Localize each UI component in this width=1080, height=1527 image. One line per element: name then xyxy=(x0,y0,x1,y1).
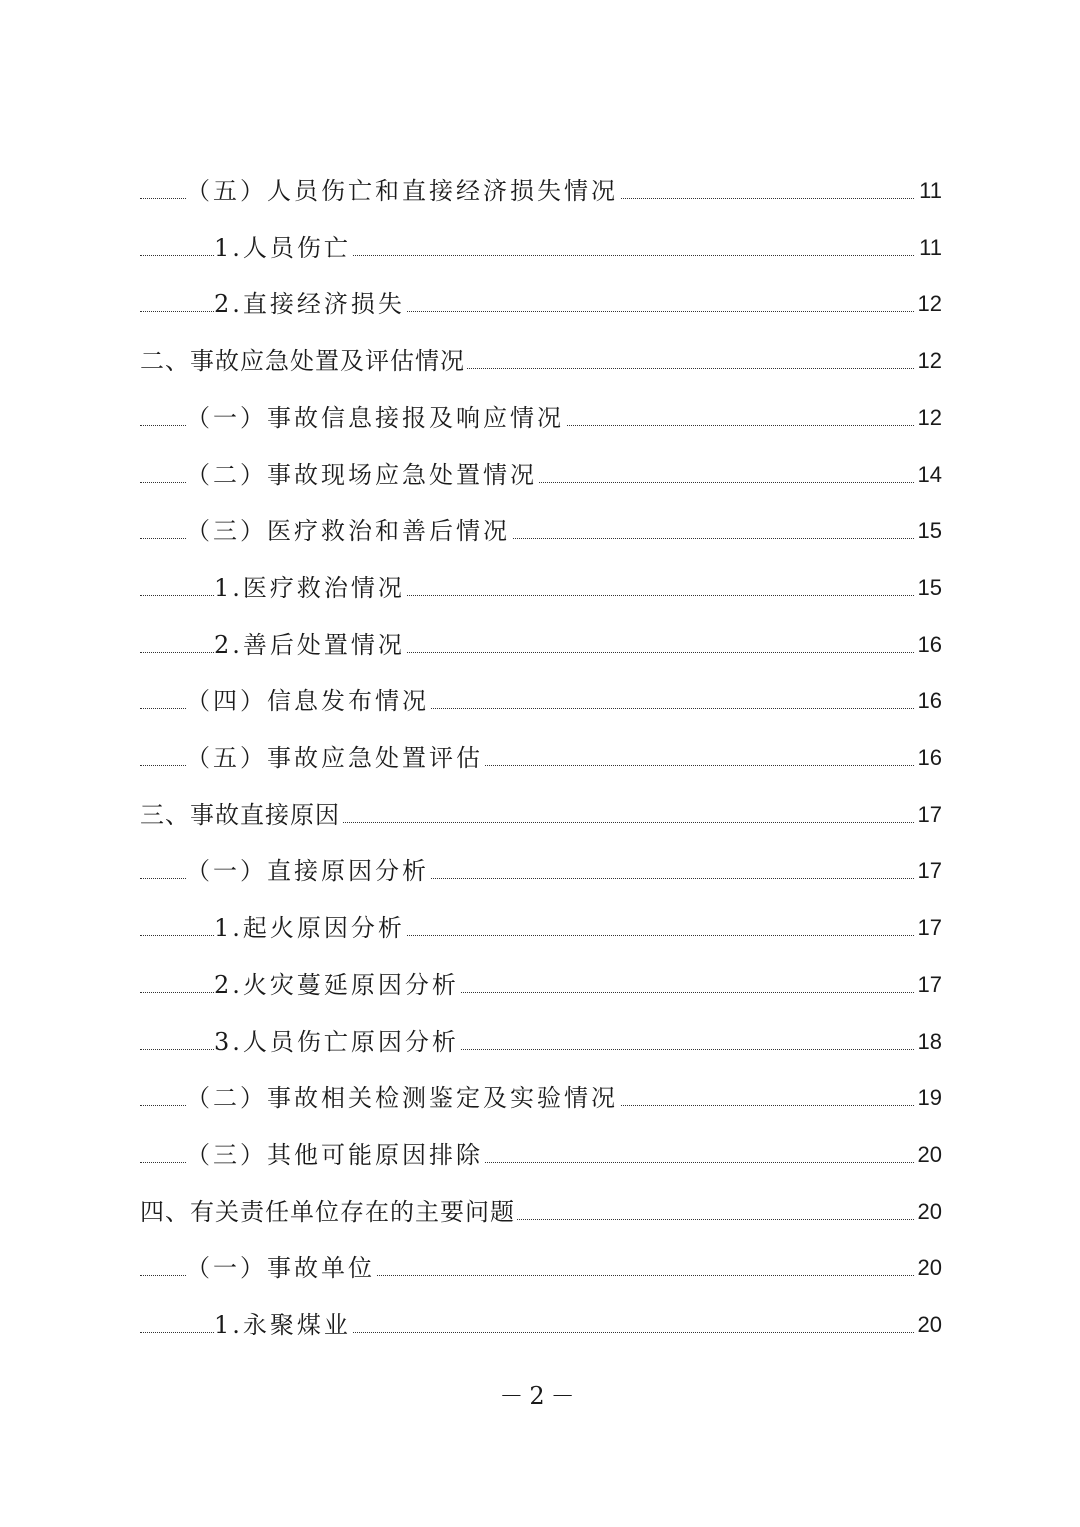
toc-entry[interactable] xyxy=(0,625,1080,665)
toc-entry-title: （二）事故现场应急处置情况 xyxy=(186,455,539,495)
toc-entry-page-number: 11 xyxy=(915,171,942,211)
toc-entry-page-number: 15 xyxy=(914,511,942,551)
toc-entry-title: （一）直接原因分析 xyxy=(186,851,431,891)
toc-entry-page-number: 12 xyxy=(914,398,942,438)
toc-entry-title: （一）事故信息接报及响应情况 xyxy=(186,398,566,438)
toc-entry[interactable] xyxy=(0,511,1080,551)
toc-entry-title: （五）事故应急处置评估 xyxy=(186,738,485,778)
toc-entry[interactable] xyxy=(0,1248,1080,1288)
toc-entry-page-number: 14 xyxy=(914,455,942,495)
toc-entry-title: 三、事故直接原因 xyxy=(140,795,342,835)
toc-entry-page-number: 12 xyxy=(914,341,942,381)
toc-entry-page-number: 11 xyxy=(915,228,942,268)
toc-entry[interactable] xyxy=(0,908,1080,948)
toc-entry-title: （五）人员伤亡和直接经济损失情况 xyxy=(186,171,620,211)
toc-entry[interactable] xyxy=(0,795,1080,835)
toc-entry-title: 2.直接经济损失 xyxy=(214,284,407,324)
toc-entry-page-number: 15 xyxy=(914,568,942,608)
toc-entry-title: 3.人员伤亡原因分析 xyxy=(214,1022,461,1062)
toc-entry[interactable] xyxy=(0,965,1080,1005)
toc-entry-page-number: 20 xyxy=(914,1135,942,1175)
toc-entry-page-number: 17 xyxy=(914,965,942,1005)
toc-entry[interactable] xyxy=(0,171,1080,211)
toc-entry-page-number: 17 xyxy=(914,908,942,948)
toc-entry-page-number: 19 xyxy=(914,1078,942,1118)
toc-entry[interactable] xyxy=(0,341,1080,381)
toc-entry[interactable] xyxy=(0,284,1080,324)
toc-entry-page-number: 17 xyxy=(914,851,942,891)
toc-entry-title: 四、有关责任单位存在的主要问题 xyxy=(140,1192,517,1232)
toc-entry-title: 1.起火原因分析 xyxy=(214,908,407,948)
toc-entry[interactable] xyxy=(0,738,1080,778)
toc-entry[interactable] xyxy=(0,568,1080,608)
toc-entry-page-number: 20 xyxy=(914,1305,942,1345)
toc-entry[interactable] xyxy=(0,851,1080,891)
toc-entry-title: （三）医疗救治和善后情况 xyxy=(186,511,512,551)
page-number: －2－ xyxy=(499,1382,581,1410)
toc-entry-page-number: 17 xyxy=(914,795,942,835)
toc-entry[interactable] xyxy=(0,228,1080,268)
toc-entry-page-number: 12 xyxy=(914,284,942,324)
toc-entry-page-number: 20 xyxy=(914,1248,942,1288)
toc-entry-page-number: 18 xyxy=(914,1022,942,1062)
toc-entry-page-number: 16 xyxy=(914,738,942,778)
toc-entry[interactable] xyxy=(0,1135,1080,1175)
toc-entry-title: 2.火灾蔓延原因分析 xyxy=(214,965,461,1005)
toc-entry-title: 2.善后处置情况 xyxy=(214,625,407,665)
toc-entry-title: 1.永聚煤业 xyxy=(214,1305,353,1345)
toc-entry[interactable] xyxy=(0,1305,1080,1345)
toc-entry-title: （三）其他可能原因排除 xyxy=(186,1135,485,1175)
toc-entry[interactable] xyxy=(0,681,1080,721)
toc-entry-title: 1.人员伤亡 xyxy=(214,228,353,268)
toc-entry-title: （二）事故相关检测鉴定及实验情况 xyxy=(186,1078,620,1118)
toc-entry[interactable] xyxy=(0,1192,1080,1232)
toc-entry-title: （四）信息发布情况 xyxy=(186,681,431,721)
toc-entry-title: 二、事故应急处置及评估情况 xyxy=(140,341,467,381)
toc-entry[interactable] xyxy=(0,1022,1080,1062)
toc-entry-title: （一）事故单位 xyxy=(186,1248,377,1288)
toc-entry-page-number: 16 xyxy=(914,681,942,721)
toc-entry-page-number: 20 xyxy=(914,1192,942,1232)
toc-entry[interactable] xyxy=(0,1078,1080,1118)
toc-entry[interactable] xyxy=(0,398,1080,438)
toc-entry[interactable] xyxy=(0,455,1080,495)
toc-entry-title: 1.医疗救治情况 xyxy=(214,568,407,608)
toc-entry-page-number: 16 xyxy=(914,625,942,665)
